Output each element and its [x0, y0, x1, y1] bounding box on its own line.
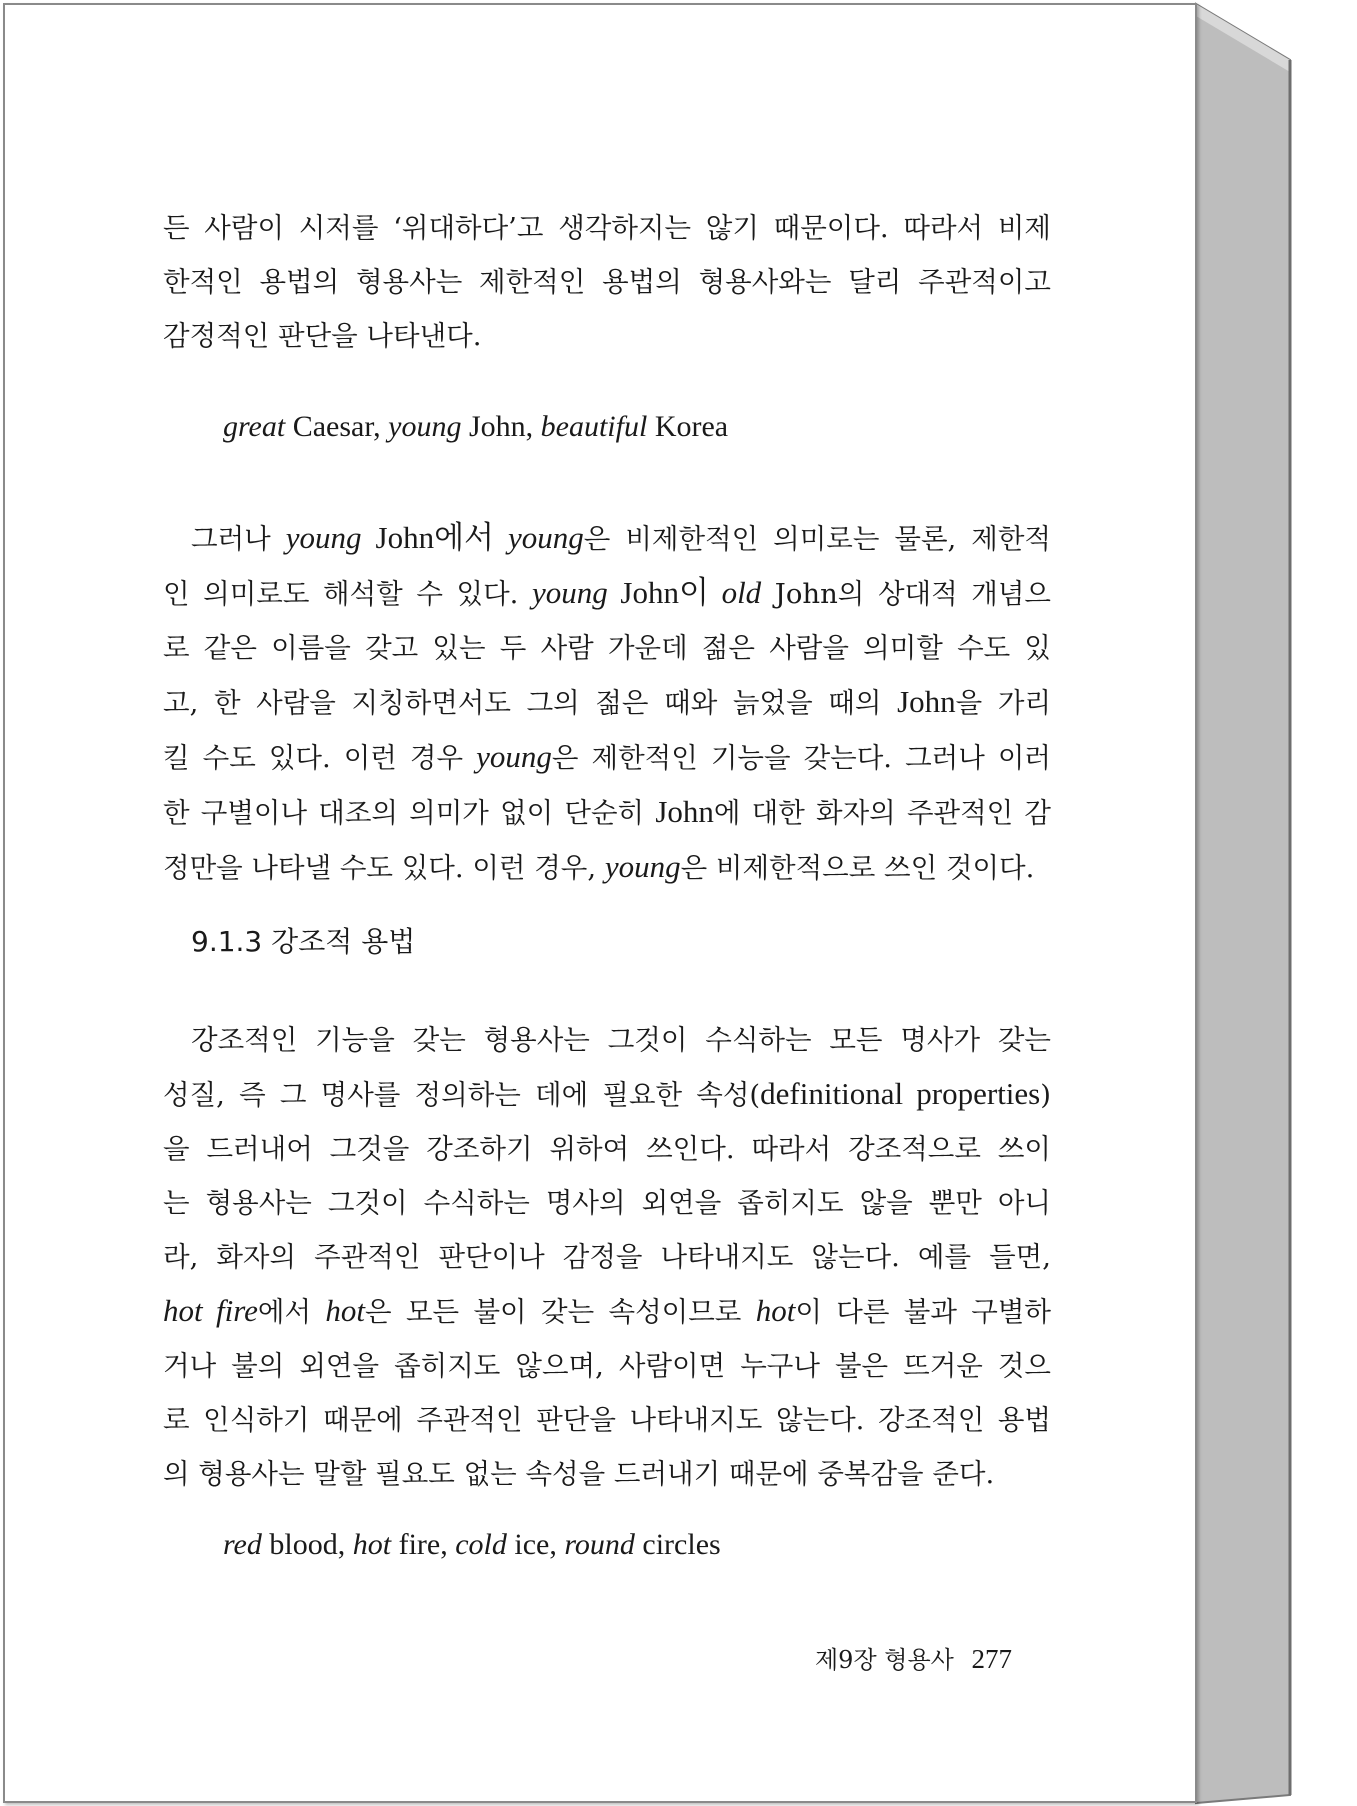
paragraph-2-line-7: 정만을 나타낼 수도 있다. 이런 경우, young은 비제한적으로 쓰인 것이다.: [163, 849, 1035, 884]
paragraph-3-line-3: 을 드러내어 그것을 강조하기 위하여 쓰인다. 따라서 강조적으로 쓰이: [163, 1133, 1051, 1165]
paragraph-2-line-2: 인 의미로도 해석할 수 있다. young John이 old John의 상대적 개념으: [163, 575, 1051, 610]
example-2-word-round: round: [564, 1528, 635, 1561]
paragraph-3: [163, 1013, 1051, 1501]
example-2-word-hot: hot: [352, 1528, 392, 1561]
example-1-word-great: great: [223, 410, 286, 443]
example-2-word-cold: cold: [455, 1528, 507, 1561]
section-heading: 9.1.3 강조적 용법: [191, 925, 416, 958]
page-footer: [815, 1640, 1012, 1675]
paragraph-1-line-1: 든 사람이 시저를 ‘위대하다’고 생각하지는 않기 때문이다. 따라서 비제: [163, 212, 1051, 244]
paragraph-1-line-3: 감정적인 판단을 나타낸다.: [163, 320, 482, 352]
paragraph-3-line-2: 성질, 즉 그 명사를 정의하는 데에 필요한 속성(definitional properties): [163, 1076, 1051, 1111]
example-2: red blood, hot fire, cold ice, round circles: [223, 1528, 721, 1561]
example-1: great Caesar, young John, beautiful Korea: [223, 410, 729, 443]
example-1-word-young: young: [388, 410, 462, 443]
paragraph-2-line-6: 한 구별이나 대조의 의미가 없이 단순히 John에 대한 화자의 주관적인 감: [163, 794, 1051, 829]
page-number: 277: [971, 1644, 1012, 1674]
paragraph-1: [163, 201, 1051, 363]
paragraph-1-line-2: 한적인 용법의 형용사는 제한적인 용법의 형용사와는 달리 주관적이고: [163, 266, 1051, 298]
paragraph-3-line-1: 강조적인 기능을 갖는 형용사는 그것이 수식하는 모든 명사가 갖는: [191, 1024, 1051, 1056]
chapter-label: 제9장 형용사: [815, 1646, 954, 1674]
paragraph-2-line-1: 그러나 young John에서 young은 비제한적인 의미로는 물론, 제한적: [191, 520, 1052, 555]
paragraph-3-line-7: 거나 불의 외연을 좁히지도 않으며, 사람이면 누구나 불은 뜨거운 것으: [163, 1350, 1051, 1382]
paragraph-3-line-4: 는 형용사는 그것이 수식하는 명사의 외연을 좁히지도 않을 뿐만 아니: [163, 1187, 1051, 1219]
paragraph-3-line-9: 의 형용사는 말할 필요도 없는 속성을 드러내기 때문에 중복감을 준다.: [163, 1458, 995, 1490]
example-2-word-red: red: [223, 1528, 262, 1561]
paragraph-3-line-8: 로 인식하기 때문에 주관적인 판단을 나타내지도 않는다. 강조적인 용법: [163, 1404, 1051, 1436]
example-1-word-beautiful: beautiful: [540, 410, 648, 443]
paragraph-3-line-5: 라, 화자의 주관적인 판단이나 감정을 나타내지도 않는다. 예를 들면,: [163, 1241, 1051, 1273]
paragraph-2: [163, 511, 1051, 895]
paragraph-2-line-4: 고, 한 사람을 지칭하면서도 그의 젊은 때와 늙었을 때의 John을 가리: [163, 684, 1052, 719]
document-page: [3, 3, 1197, 1803]
paragraph-3-line-6: hot fire에서 hot은 모든 불이 갖는 속성이므로 hot이 다른 불과 구별하: [163, 1293, 1051, 1328]
paragraph-2-line-5: 킬 수도 있다. 이런 경우 young은 제한적인 기능을 갖는다. 그러나 이러: [163, 739, 1051, 774]
paragraph-2-line-3: 로 같은 이름을 갖고 있는 두 사람 가운데 젊은 사람을 의미할 수도 있: [163, 632, 1051, 664]
